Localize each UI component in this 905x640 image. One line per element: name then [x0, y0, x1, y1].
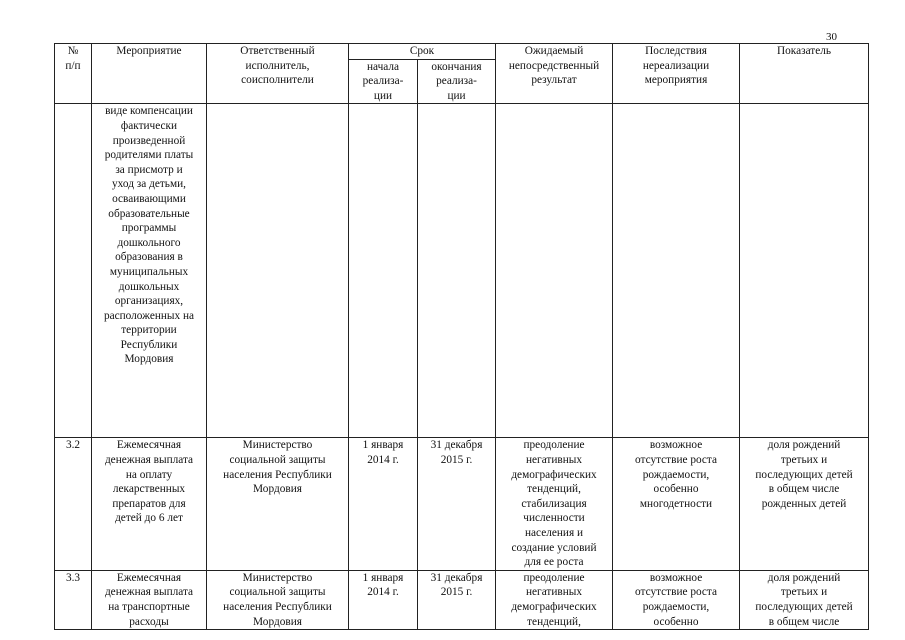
cell-end: 31 декабря 2015 г. — [418, 438, 496, 570]
header-num: № п/п — [55, 44, 92, 104]
table-row — [55, 438, 869, 570]
cell-end: 31 декабря 2015 г. — [418, 570, 496, 629]
cell-num: 3.3 — [55, 570, 92, 629]
table-row — [55, 570, 869, 629]
cell-consequences: возможное отсутствие роста рождаемости, особенно многодетности — [613, 438, 740, 570]
cell-event: Ежемесячная денежная выплата на транспортные расходы — [92, 570, 207, 629]
page-number: 30 — [826, 31, 837, 43]
header-term: Срок — [349, 44, 496, 60]
header-expected: Ожидаемый непосредственный результат — [496, 44, 613, 104]
cell-event: виде компенсации фактически произведенной родителями платы за присмотр и уход за детьми, осваивающими образовательные программы дошкольного образования в муниципальных дошкольных организациях, расположенных на территории Республики Мордовия — [92, 104, 207, 438]
cell-start: 1 января 2014 г. — [349, 570, 418, 629]
cell-responsible: Министерство социальной защиты населения Республики Мордовия — [207, 438, 349, 570]
table-row — [55, 104, 869, 438]
cell-start — [349, 104, 418, 438]
header-consequences: Последствия нереализации мероприятия — [613, 44, 740, 104]
cell-consequences — [613, 104, 740, 438]
program-table — [54, 43, 869, 630]
header-responsible: Ответственный исполнитель, соисполнители — [207, 44, 349, 104]
cell-indicator — [740, 104, 869, 438]
cell-num — [55, 104, 92, 438]
header-row — [55, 44, 869, 60]
cell-event: Ежемесячная денежная выплата на оплату лекарственных препаратов для детей до 6 лет — [92, 438, 207, 570]
header-event: Мероприятие — [92, 44, 207, 104]
cell-expected — [496, 104, 613, 438]
cell-responsible: Министерство социальной защиты населения Республики Мордовия — [207, 570, 349, 629]
header-indicator: Показатель — [740, 44, 869, 104]
cell-expected: преодоление негативных демографических тенденций, — [496, 570, 613, 629]
header-term-start: начала реализа- ции — [349, 59, 418, 104]
cell-responsible — [207, 104, 349, 438]
cell-consequences: возможное отсутствие роста рождаемости, особенно — [613, 570, 740, 629]
header-term-end: окончания реализа- ции — [418, 59, 496, 104]
cell-expected: преодоление негативных демографических тенденций, стабилизация численности населения и создание условий для ее роста — [496, 438, 613, 570]
cell-indicator: доля рождений третьих и последующих детей в общем числе — [740, 570, 869, 629]
cell-indicator: доля рождений третьих и последующих детей в общем числе рожденных детей — [740, 438, 869, 570]
cell-start: 1 января 2014 г. — [349, 438, 418, 570]
cell-end — [418, 104, 496, 438]
cell-num: 3.2 — [55, 438, 92, 570]
